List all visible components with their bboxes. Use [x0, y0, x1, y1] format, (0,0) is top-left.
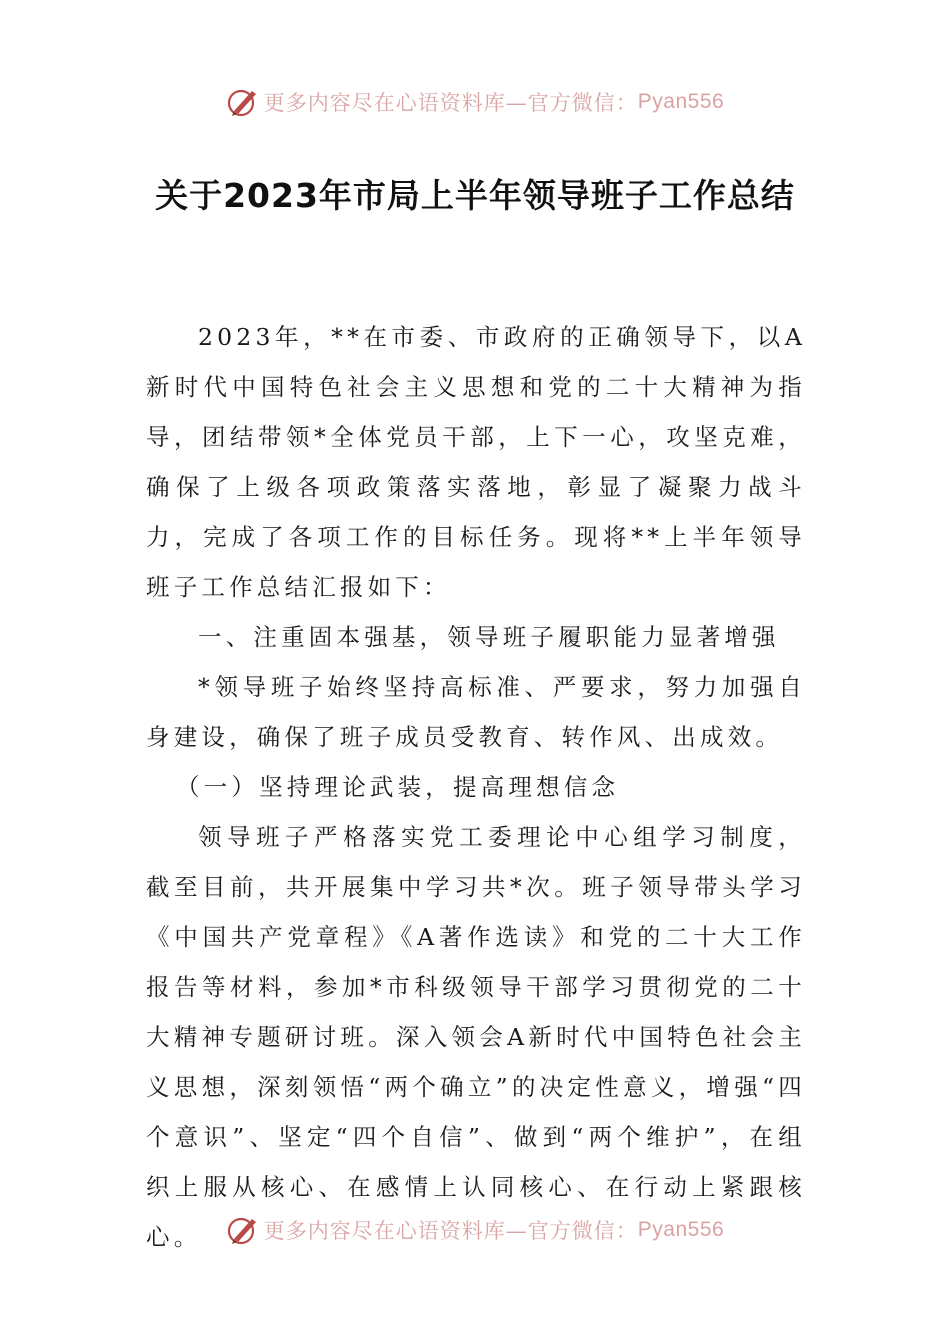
subsection-heading-1: （一）坚持理论武装，提高理想信念 [176, 773, 620, 801]
document-title: 关于2023年市局上半年领导班子工作总结 [155, 176, 795, 215]
pen-logo-icon [226, 85, 260, 119]
banner-wechat-id: Pyan556 [637, 1218, 725, 1241]
pen-logo-icon [226, 1213, 260, 1247]
banner-text: 更多内容尽在心语资料库—官方微信： [263, 1219, 638, 1243]
document-body [146, 312, 806, 1262]
banner-text: 更多内容尽在心语资料库—官方微信： [263, 91, 638, 115]
header-watermark-banner [0, 82, 950, 122]
subsection-1-paragraph: 领导班子严格落实党工委理论中心组学习制度，截至目前，共开展集中学习共*次。班子领导带头学习《中国共产党章程》《A著作选读》和党的二十大工作报告等材料，参加*市科级领导干部学习贯彻党的二十大精神专题研讨班。深入领会A新时代中国特色社会主义思想，深刻领悟“两个确立”的决定性意义，增强“四个意识”、坚定“四个自信”、做到“两个维护”，在组织上服从核心、在感情上认同核心、在行动上紧跟核心。 [146, 823, 806, 1251]
intro-paragraph: 2023年，**在市委、市政府的正确领导下，以A新时代中国特色社会主义思想和党的二十大精神为指导，团结带领*全体党员干部，上下一心，攻坚克难，确保了上级各项政策落实落地，彰显了凝聚力战斗力，完成了各项工作的目标任务。现将**上半年领导班子工作总结汇报如下： [146, 323, 806, 601]
section-1-paragraph: *领导班子始终坚持高标准、严要求，努力加强自身建设，确保了班子成员受教育、转作风、出成效。 [146, 673, 806, 751]
banner-wechat-id: Pyan556 [637, 90, 725, 113]
section-heading-1: 一、注重固本强基，领导班子履职能力显著增强 [198, 623, 780, 651]
footer-watermark-banner [0, 1210, 950, 1250]
